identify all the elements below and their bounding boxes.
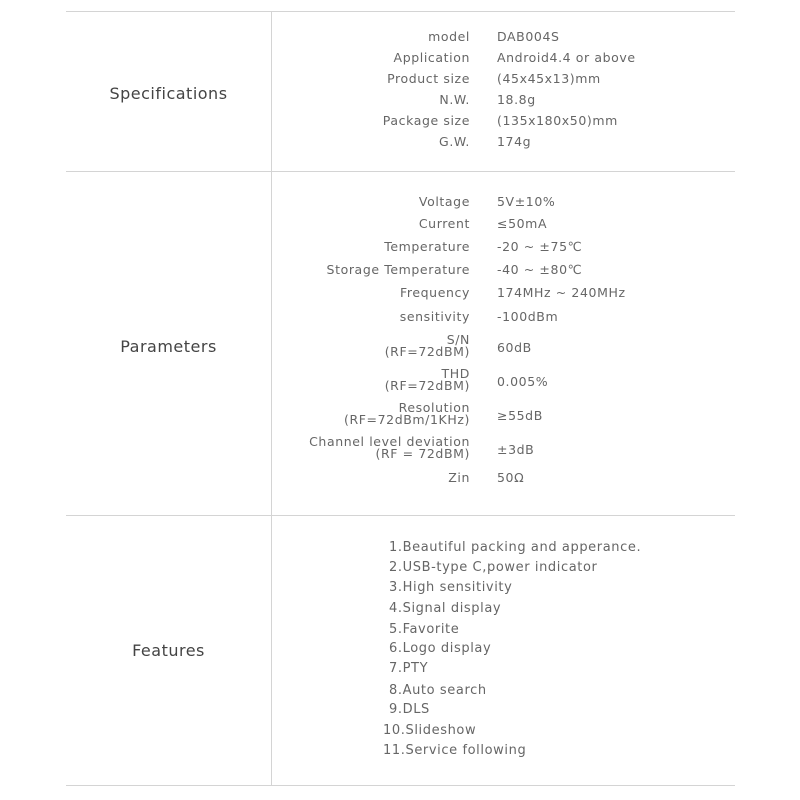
param-value: -20 ~ ±75℃ [497,239,583,254]
param-key-line1: S/N [446,332,470,347]
feature-item: 3.High sensitivity [389,580,513,595]
features-label: Features [132,641,205,660]
param-value: -40 ~ ±80℃ [497,262,583,277]
spec-value: (45x45x13)mm [497,71,601,86]
spec-key: Product size [387,71,470,86]
param-key-line2: (RF = 72dBM) [375,446,470,461]
param-value: ≥55dB [497,408,543,423]
spec-key: Package size [382,113,470,128]
param-value: 0.005% [497,374,549,389]
feature-item: 9.DLS [389,702,430,717]
param-key: sensitivity [399,309,470,324]
feature-item: 10.Slideshow [383,723,477,738]
param-value: -100dBm [497,309,559,324]
param-key-line2: (RF=72dBM) [384,344,470,359]
param-key: Zin [448,470,470,485]
spec-key: N.W. [439,92,470,107]
param-value: ≤50mA [497,216,548,231]
spec-value: 174g [497,134,532,149]
parameters-label: Parameters [120,337,217,356]
param-key [344,402,470,426]
param-key-line1: Channel level deviation [309,434,470,449]
table-bottom-border [66,785,735,786]
feature-item: 1.Beautiful packing and apperance. [389,540,642,555]
param-key: Current [418,216,470,231]
param-value: 5V±10% [497,194,556,209]
param-key-line1: Resolution [398,400,470,415]
column-divider [271,11,272,786]
section-divider [66,171,735,172]
param-key: Temperature [384,239,470,254]
spec-key: model [428,29,470,44]
param-key: Frequency [400,285,470,300]
feature-item: 5.Favorite [389,622,460,637]
feature-item: 8.Auto search [389,683,487,698]
feature-item: 4.Signal display [389,601,502,616]
feature-item: 7.PTY [389,661,429,676]
param-key-line2: (RF=72dBM) [384,378,470,393]
feature-item: 6.Logo display [389,641,492,656]
spec-key: G.W. [439,134,470,149]
spec-key: Application [393,50,470,65]
param-value: 60dB [497,340,532,355]
param-key [385,368,470,392]
spec-value: DAB004S [497,29,560,44]
param-key [309,436,470,460]
section-divider [66,515,735,516]
spec-value: Android4.4 or above [497,50,636,65]
table-top-border [66,11,735,12]
param-key-line1: THD [441,366,470,381]
param-value: ±3dB [497,442,535,457]
param-key-line2: (RF=72dBm/1KHz) [343,412,470,427]
spec-value: (135x180x50)mm [497,113,618,128]
spec-value: 18.8g [497,92,536,107]
feature-item: 2.USB-type C,power indicator [389,560,598,575]
specifications-label: Specifications [109,84,228,103]
param-key: Voltage [418,194,470,209]
param-key [385,334,470,358]
param-key: Storage Temperature [326,262,470,277]
param-value: 50Ω [497,470,525,485]
param-value: 174MHz ~ 240MHz [497,285,626,300]
feature-item: 11.Service following [383,743,527,758]
